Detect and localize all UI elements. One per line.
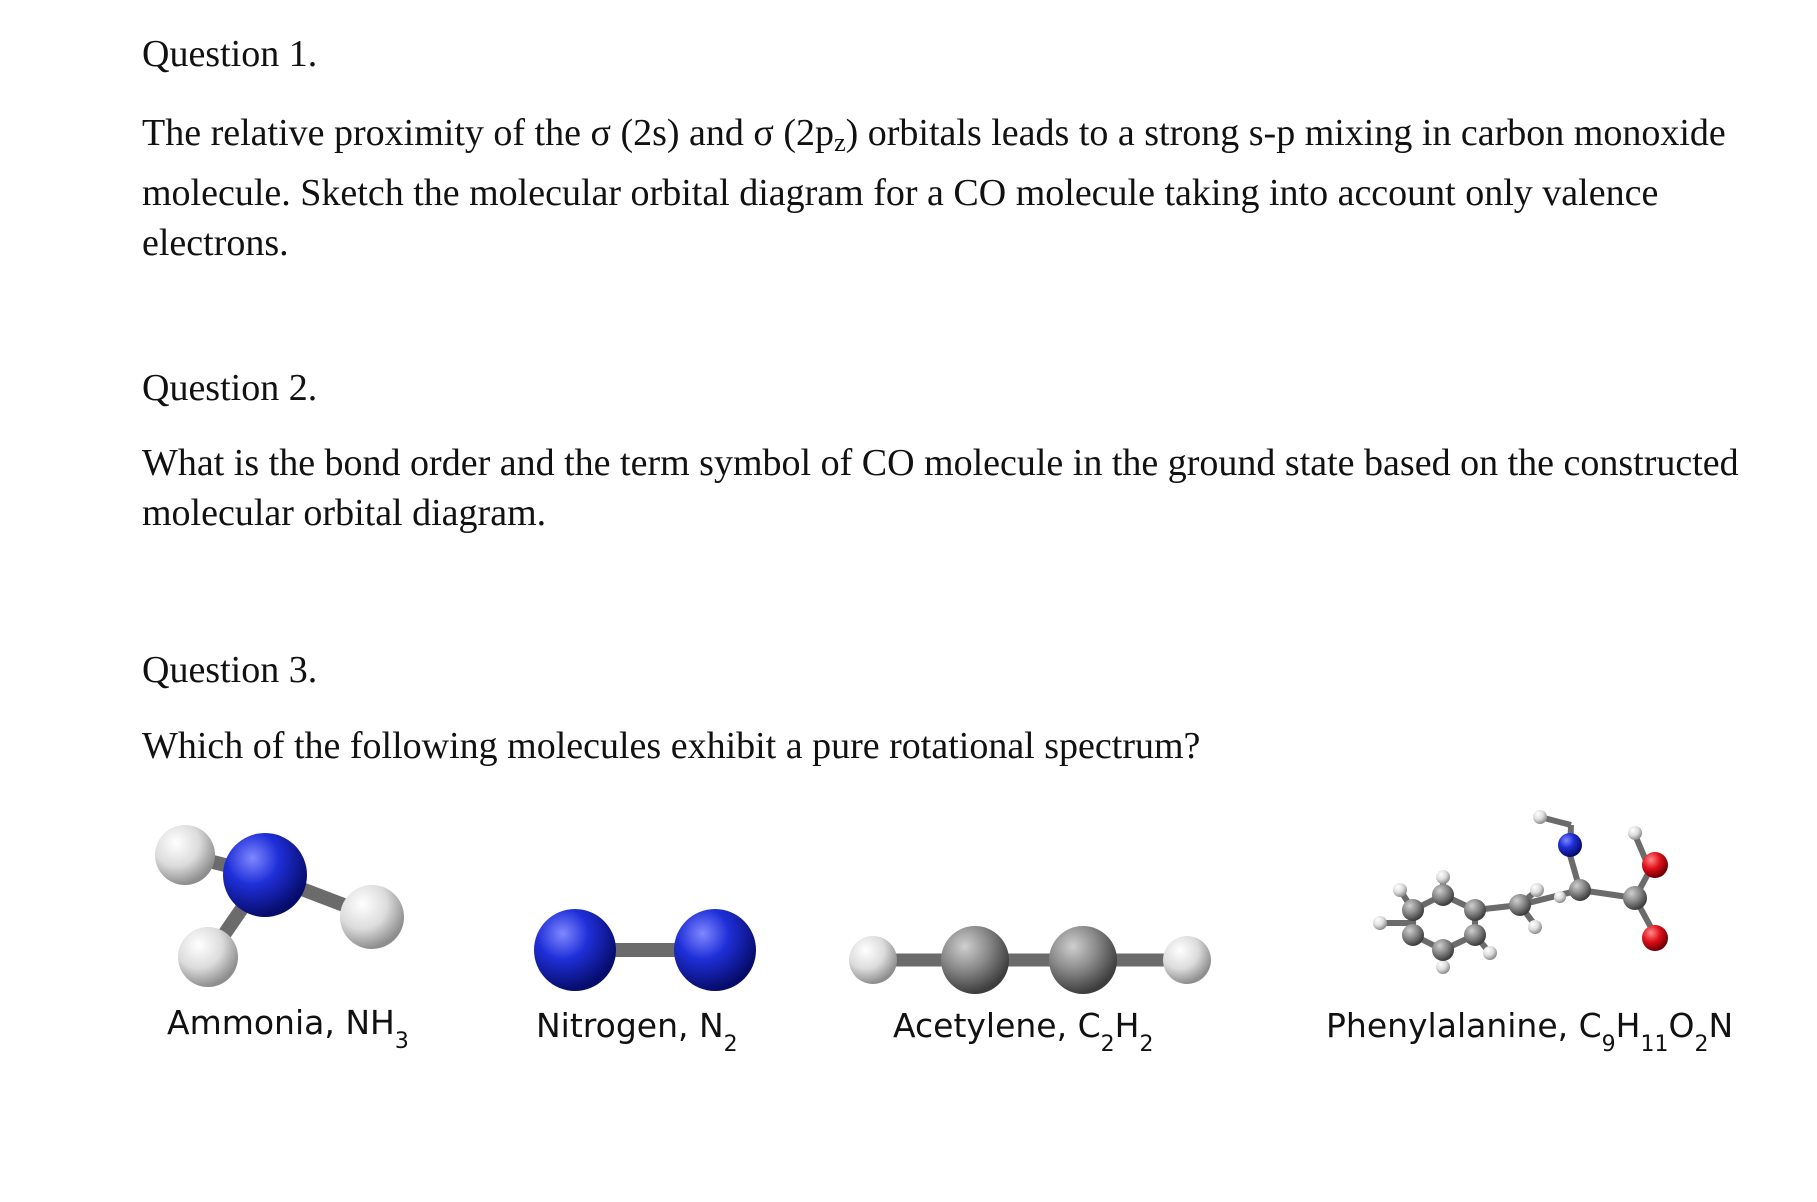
acetylene-caption: Acetylene, $C_2H_2$ bbox=[893, 1006, 1154, 1057]
ammonia-molecule-image bbox=[140, 815, 430, 1015]
nitrogen-caption: Nitrogen, $N_2$ bbox=[536, 1006, 738, 1057]
ammonia-caption: Ammonia, $NH_3$ bbox=[167, 1003, 409, 1054]
nitrogen-molecule-image bbox=[525, 895, 765, 1005]
question-1-title: Question 1. bbox=[142, 33, 318, 75]
question-2-text: What is the bond order and the term symbol of CO molecule in the ground state based on the constructed molecular orbital diagram. bbox=[142, 442, 1739, 534]
phenylalanine-molecule-image bbox=[1325, 795, 1715, 995]
question-2-title: Question 2. bbox=[142, 367, 318, 409]
question-3-title: Question 3. bbox=[142, 649, 318, 691]
phenylalanine-caption: Phenylalanine, $C_9H_{11}O_2N$ bbox=[1326, 1006, 1734, 1057]
acetylene-molecule-image bbox=[845, 915, 1215, 1005]
question-3-text: Which of the following molecules exhibit a pure rotational spectrum? bbox=[142, 725, 1201, 767]
question-1-text: The relative proximity of the σ (2s) and σ (2pz) orbitals leads to a strong s-p mixing in carbon monoxide molecule. Sketch the molecular orbital diagram for a CO molecule taking into account only valence electrons. bbox=[142, 112, 1726, 264]
